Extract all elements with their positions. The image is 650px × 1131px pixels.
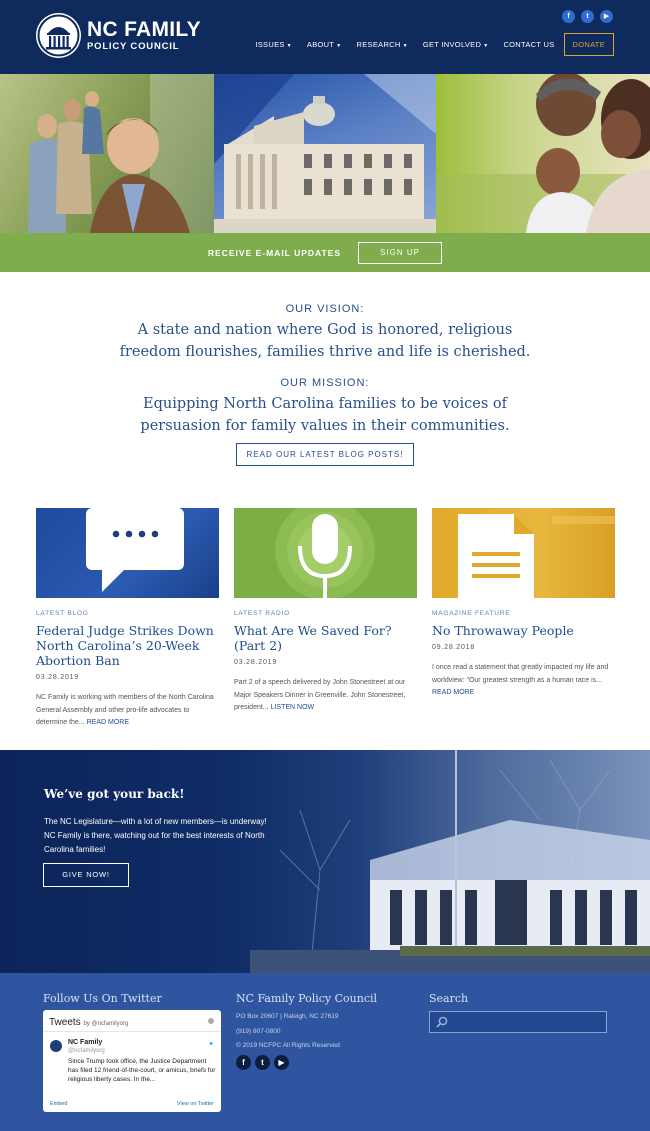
email-signup-bar [0,233,650,272]
card-kicker: LATEST RADIO [234,610,290,617]
card-excerpt: Part 2 of a speech delivered by John Stonestreet at our Major Speakers Dinner in Greenville. John Stonestreet, president... LISTEN NOW [234,679,406,711]
nav-issues[interactable]: ISSUES ▼ [255,40,292,49]
card-thumbnail[interactable] [36,508,219,598]
header-social-links [562,10,613,23]
legislature-building-image [250,750,650,973]
read-blog-posts-button[interactable]: READ OUR LATEST BLOG POSTS! [236,443,415,466]
tweets-title: Tweets [49,1017,81,1028]
vision-line-2: freedom flourishes, families thrive and life is cherished. [119,344,531,360]
card-title[interactable]: No Throwaway People [432,623,574,638]
give-title: We’ve got your back! [44,787,185,801]
embed-link[interactable]: Embed [50,1101,68,1107]
org-phone: (919) 807-0800 [236,1028,281,1035]
twitter-timeline-widget [43,1010,221,1112]
nav-get-involved[interactable]: GET INVOLVED ▼ [422,40,489,49]
card-date: 03.28.2019 [36,674,80,681]
search-input[interactable] [429,1011,607,1033]
hero-banner [0,74,650,233]
view-on-twitter-link[interactable]: View on Twitter [176,1101,214,1107]
sign-up-button[interactable]: SIGN UP [358,242,442,264]
caret-down-icon: ▼ [286,43,292,49]
hero-parents-baby-photo [436,74,650,233]
nav-research[interactable]: RESEARCH ▼ [356,40,408,49]
mission-line-1: Equipping North Carolina families to be voices of [142,396,507,412]
footer-social-links [236,1055,289,1070]
vision-label: OUR VISION: [285,303,365,315]
facebook-icon[interactable]: f [562,10,575,23]
read-more-link[interactable]: READ MORE [86,719,129,726]
give-now-button[interactable]: GIVE NOW! [43,863,129,887]
site-logo[interactable] [36,13,201,58]
logo-subtitle: POLICY COUNCIL [87,40,180,52]
document-icon [432,508,615,598]
youtube-icon[interactable]: ▶ [274,1055,289,1070]
vision-mission-section [0,272,650,466]
org-address: PO Box 20607 | Raleigh, NC 27619 [236,1013,339,1020]
youtube-icon[interactable]: ▶ [600,10,613,23]
donate-button[interactable]: DONATE [564,33,615,56]
card-date: 09.28.2018 [432,644,476,651]
read-more-link[interactable]: READ MORE [432,689,475,696]
search-heading: Search [429,992,469,1005]
mission-line-2: persuasion for family values in their communities. [140,418,510,434]
facebook-icon[interactable]: f [236,1055,251,1070]
caret-down-icon: ▼ [483,43,489,49]
capitol-logo-icon [36,13,81,58]
site-footer [0,973,650,1131]
give-text: The NC Legislature—with a lot of new members—is underway! NC Family is there, watching out for the best interests of North Carolina families! [44,817,267,854]
card-latest-radio [234,508,417,715]
card-date: 03.28.2019 [234,659,278,666]
main-nav [240,33,614,56]
twitter-icon[interactable]: t [255,1055,270,1070]
card-thumbnail[interactable] [432,508,615,598]
speech-bubble-icon [36,508,219,598]
give-banner [0,750,650,973]
mission-label: OUR MISSION: [280,377,370,389]
nav-contact-us[interactable]: CONTACT US [503,40,555,49]
logo-title: NC FAMILY [87,17,201,41]
hero-family-photo [0,74,214,233]
tweet-author-name[interactable]: NC Family [68,1039,103,1046]
avatar[interactable] [50,1040,62,1052]
microphone-icon [234,508,417,598]
nav-about[interactable]: ABOUT ▼ [306,40,342,49]
org-heading: NC Family Policy Council [236,992,378,1005]
card-thumbnail[interactable] [234,508,417,598]
copyright: © 2019 NCFPC All Rights Reserved [236,1042,340,1049]
card-magazine-feature [432,508,615,700]
card-title[interactable]: What Are We Saved For? (Part 2) [234,623,392,653]
twitter-bird-icon: ✦ [208,1041,214,1048]
card-excerpt: NC Family is working with members of the North Carolina General Assembly and other pro-life advocates to determine the... READ MORE [36,694,214,726]
card-kicker: LATEST BLOG [36,610,89,617]
hero-capitol-photo [214,74,436,233]
site-header [0,0,650,74]
email-updates-label: RECEIVE E-MAIL UPDATES [207,247,342,258]
listen-now-link[interactable]: LISTEN NOW [270,704,315,711]
tweet-author-handle[interactable]: @ncfamilyorg [68,1048,105,1054]
search-icon [436,1016,448,1028]
card-title[interactable]: Federal Judge Strikes Down North Carolina’s 20-Week Abortion Ban [36,623,214,668]
card-kicker: MAGAZINE FEATURE [432,610,511,617]
caret-down-icon: ▼ [402,43,408,49]
card-latest-blog [36,508,219,730]
tweet-text: Since Trump took office, the Justice Department has filed 12 friend-of-the-court, or amicus, briefs for religious liberty cases. In the... [68,1058,216,1083]
tweets-by[interactable]: by @ncfamilyorg [83,1021,129,1027]
caret-down-icon: ▼ [336,43,342,49]
vision-line-1: A state and nation where God is honored, religious [137,322,513,338]
info-icon[interactable] [208,1018,214,1024]
twitter-heading: Follow Us On Twitter [43,992,162,1005]
card-excerpt: I once read a statement that greatly impacted my life and worldview: “Our greatest strength as a human race is... READ MORE [432,664,609,696]
twitter-icon[interactable]: t [581,10,594,23]
